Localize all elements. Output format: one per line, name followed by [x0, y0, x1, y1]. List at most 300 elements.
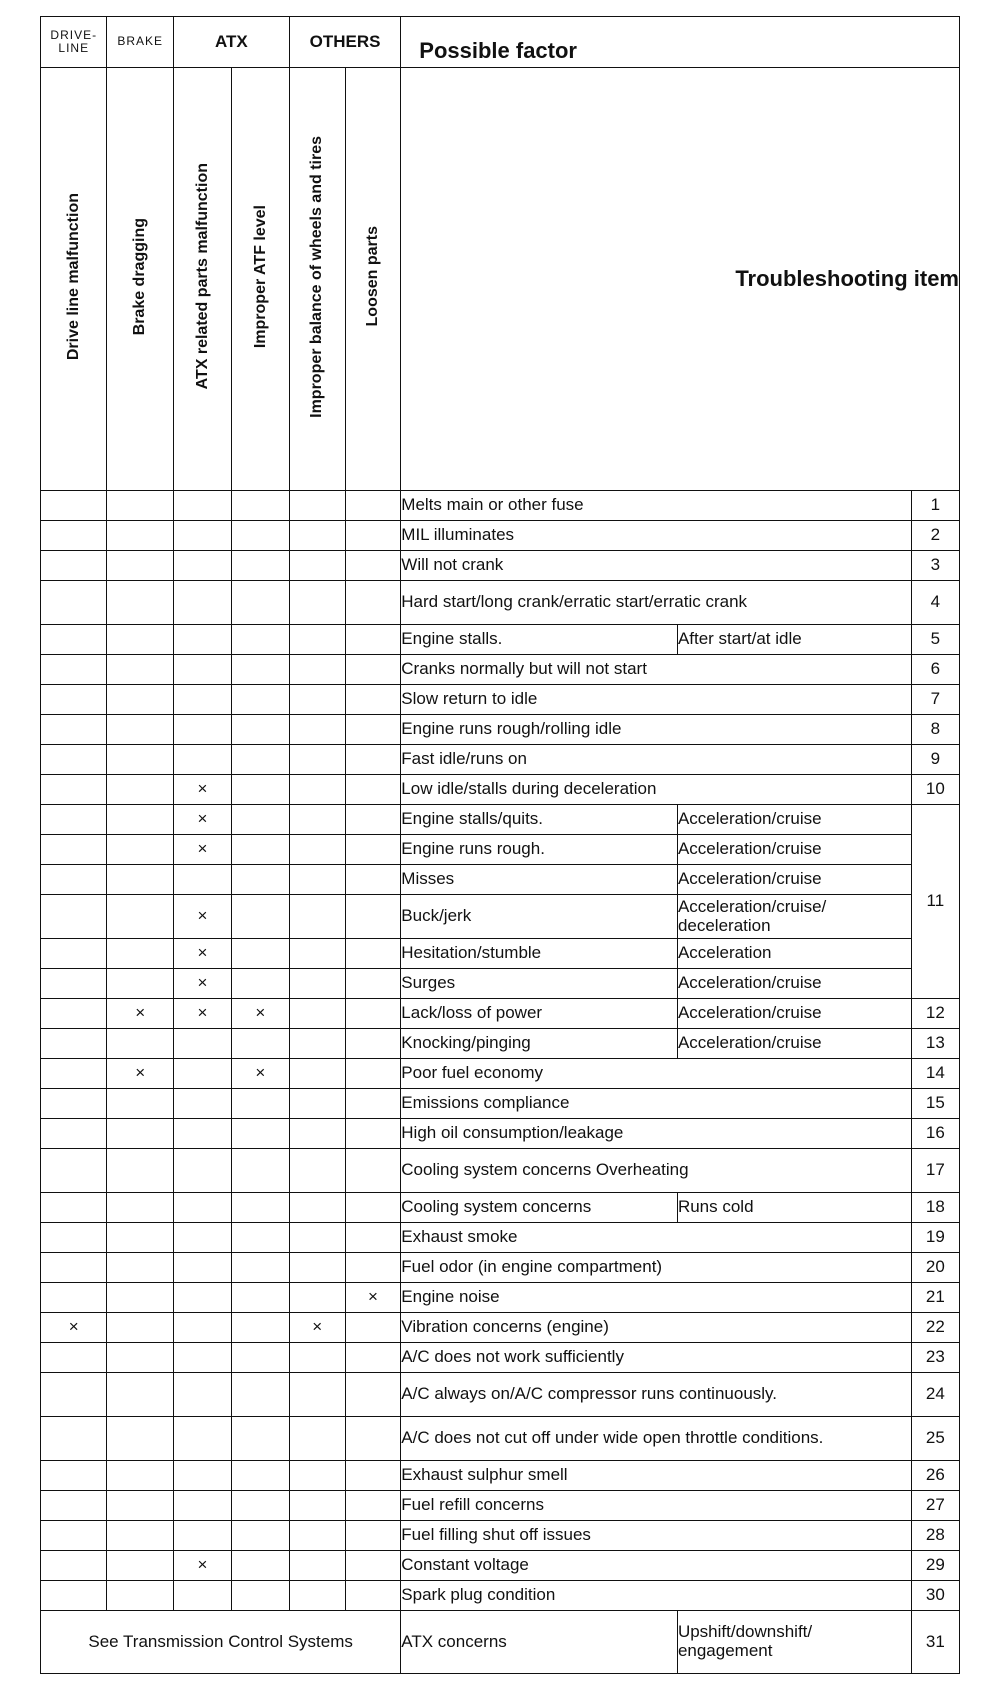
factor-mark-cell	[231, 1223, 289, 1253]
factor-mark-cell	[41, 805, 107, 835]
table-row	[41, 969, 960, 999]
factor-mark-cell	[289, 1521, 345, 1551]
factor-mark-cell	[41, 1373, 107, 1417]
factor-mark-cell: ×	[41, 1313, 107, 1343]
item-number-cell: 27	[911, 1491, 959, 1521]
troubleshooting-item-cell: Fuel odor (in engine compartment)	[401, 1253, 911, 1283]
factor-column-header	[107, 68, 173, 491]
factor-mark-cell	[289, 581, 345, 625]
factor-mark-cell	[231, 1149, 289, 1193]
factor-label-loosen-parts: Loosen parts	[364, 226, 382, 327]
factor-label-atf-level: Improper ATF level	[251, 205, 269, 349]
factor-mark-cell	[345, 1089, 401, 1119]
factor-mark-cell	[41, 999, 107, 1029]
factor-column-header	[41, 68, 107, 491]
factor-mark-cell	[289, 1417, 345, 1461]
factor-mark-cell	[173, 1417, 231, 1461]
factor-column-header	[231, 68, 289, 491]
troubleshooting-item-cell: Lack/loss of power	[401, 999, 678, 1029]
factor-mark-cell	[173, 1581, 231, 1611]
factor-mark-cell	[107, 655, 173, 685]
troubleshooting-item-cell: Constant voltage	[401, 1551, 911, 1581]
footer-item: ATX concerns	[401, 1611, 678, 1674]
factor-mark-cell	[107, 1223, 173, 1253]
table-row	[41, 1193, 960, 1223]
table-row	[41, 491, 960, 521]
factor-mark-cell	[231, 1461, 289, 1491]
troubleshooting-item-cell: Misses	[401, 865, 678, 895]
factor-mark-cell	[41, 1417, 107, 1461]
factor-label-atx-parts: ATX related parts malfunction	[193, 163, 211, 390]
factor-mark-cell	[41, 1551, 107, 1581]
troubleshooting-item-cell: Cooling system concerns	[401, 1193, 678, 1223]
factor-mark-cell	[107, 805, 173, 835]
factor-mark-cell	[231, 685, 289, 715]
item-number-cell: 28	[911, 1521, 959, 1551]
troubleshooting-item-cell: Exhaust sulphur smell	[401, 1461, 911, 1491]
table-row	[41, 521, 960, 551]
table-row	[41, 1029, 960, 1059]
factor-mark-cell	[107, 1461, 173, 1491]
item-number-cell: 23	[911, 1343, 959, 1373]
factor-mark-cell	[231, 969, 289, 999]
factor-mark-cell	[41, 895, 107, 939]
factor-mark-cell	[107, 491, 173, 521]
troubleshooting-item-cell: MIL illuminates	[401, 521, 911, 551]
troubleshooting-item-cell: High oil consumption/leakage	[401, 1119, 911, 1149]
factor-mark-cell: ×	[173, 835, 231, 865]
troubleshooting-item-cell: Low idle/stalls during deceleration	[401, 775, 911, 805]
factor-mark-cell	[345, 1119, 401, 1149]
item-number-cell: 15	[911, 1089, 959, 1119]
factor-mark-cell	[289, 835, 345, 865]
factor-mark-cell	[289, 895, 345, 939]
condition-cell: Acceleration	[677, 939, 911, 969]
troubleshooting-table	[40, 16, 960, 1674]
factor-mark-cell	[41, 1223, 107, 1253]
possible-factor-title: Possible factor	[419, 37, 577, 63]
factor-mark-cell	[41, 1581, 107, 1611]
factor-mark-cell	[289, 1581, 345, 1611]
table-row	[41, 1119, 960, 1149]
table-row	[41, 775, 960, 805]
factor-mark-cell	[173, 1283, 231, 1313]
troubleshooting-item-title: Troubleshooting item	[735, 265, 959, 291]
factor-mark-cell	[173, 1313, 231, 1343]
factor-mark-cell	[173, 625, 231, 655]
factor-mark-cell	[173, 655, 231, 685]
troubleshooting-item-cell: Melts main or other fuse	[401, 491, 911, 521]
condition-cell: Acceleration/cruise	[677, 805, 911, 835]
factor-mark-cell	[289, 625, 345, 655]
factor-mark-cell	[107, 745, 173, 775]
factor-mark-cell	[345, 581, 401, 625]
factor-mark-cell: ×	[173, 895, 231, 939]
factor-column-header	[345, 68, 401, 491]
factor-mark-cell	[107, 685, 173, 715]
troubleshooting-item-cell: Will not crank	[401, 551, 911, 581]
factor-mark-cell	[41, 551, 107, 581]
factor-mark-cell	[107, 1149, 173, 1193]
factor-mark-cell	[289, 1223, 345, 1253]
factor-mark-cell	[289, 1149, 345, 1193]
factor-mark-cell	[107, 1417, 173, 1461]
factor-mark-cell	[173, 685, 231, 715]
factor-mark-cell	[173, 521, 231, 551]
factor-mark-cell: ×	[173, 1551, 231, 1581]
factor-mark-cell	[345, 1343, 401, 1373]
item-number-cell: 14	[911, 1059, 959, 1089]
factor-mark-cell	[231, 895, 289, 939]
condition-cell: Acceleration/cruise	[677, 999, 911, 1029]
condition-cell: Acceleration/cruise	[677, 835, 911, 865]
factor-mark-cell	[41, 521, 107, 551]
table-row	[41, 865, 960, 895]
factor-mark-cell	[231, 715, 289, 745]
factor-mark-cell	[41, 491, 107, 521]
table-row	[41, 1417, 960, 1461]
troubleshooting-item-cell: Knocking/pinging	[401, 1029, 678, 1059]
factor-mark-cell	[345, 835, 401, 865]
factor-mark-cell	[345, 1029, 401, 1059]
factor-label-brake-dragging: Brake dragging	[131, 217, 149, 336]
factor-mark-cell	[107, 969, 173, 999]
factor-mark-cell: ×	[107, 1059, 173, 1089]
factor-mark-cell	[345, 625, 401, 655]
factor-mark-cell: ×	[231, 1059, 289, 1089]
factor-mark-cell	[289, 551, 345, 581]
factor-mark-cell	[107, 1029, 173, 1059]
factor-mark-cell	[173, 551, 231, 581]
factor-mark-cell	[107, 1521, 173, 1551]
factor-mark-cell	[41, 715, 107, 745]
condition-cell: Acceleration/cruise/ deceleration	[677, 895, 911, 939]
factor-mark-cell	[41, 969, 107, 999]
troubleshooting-item-cell: Cranks normally but will not start	[401, 655, 911, 685]
factor-mark-cell	[173, 1089, 231, 1119]
factor-mark-cell	[107, 895, 173, 939]
factor-mark-cell	[345, 1253, 401, 1283]
factor-mark-cell	[173, 745, 231, 775]
factor-mark-cell	[231, 1253, 289, 1283]
table-row	[41, 625, 960, 655]
troubleshooting-item-cell: Engine noise	[401, 1283, 911, 1313]
footer-number: 31	[911, 1611, 959, 1674]
troubleshooting-item-cell: Surges	[401, 969, 678, 999]
factor-mark-cell: ×	[289, 1313, 345, 1343]
factor-mark-cell	[289, 939, 345, 969]
item-number-cell: 9	[911, 745, 959, 775]
factor-mark-cell	[345, 745, 401, 775]
group-header-brake: BRAKE	[107, 17, 173, 68]
factor-mark-cell	[345, 969, 401, 999]
item-number-cell: 21	[911, 1283, 959, 1313]
factor-column-header	[289, 68, 345, 491]
table-row	[41, 1491, 960, 1521]
factor-mark-cell	[345, 999, 401, 1029]
troubleshooting-item-cell: Vibration concerns (engine)	[401, 1313, 911, 1343]
table-row	[41, 1089, 960, 1119]
factor-mark-cell	[107, 1581, 173, 1611]
group-header-atx: ATX	[173, 17, 289, 68]
factor-mark-cell	[231, 521, 289, 551]
factor-mark-cell	[345, 865, 401, 895]
factor-mark-cell	[345, 939, 401, 969]
factor-mark-cell	[345, 1417, 401, 1461]
factor-mark-cell	[289, 1461, 345, 1491]
troubleshooting-item-cell: Engine stalls/quits.	[401, 805, 678, 835]
factor-mark-cell	[289, 1491, 345, 1521]
factor-mark-cell	[231, 835, 289, 865]
condition-cell: Acceleration/cruise	[677, 865, 911, 895]
factor-mark-cell	[345, 521, 401, 551]
factor-mark-cell	[41, 655, 107, 685]
factor-mark-cell	[173, 1223, 231, 1253]
condition-cell: Runs cold	[677, 1193, 911, 1223]
item-number-cell: 25	[911, 1417, 959, 1461]
item-number-cell: 10	[911, 775, 959, 805]
troubleshooting-item-cell: A/C always on/A/C compressor runs continuously.	[401, 1373, 911, 1417]
troubleshooting-item-cell: Exhaust smoke	[401, 1223, 911, 1253]
factor-mark-cell	[173, 491, 231, 521]
factor-mark-cell	[41, 1119, 107, 1149]
factor-mark-cell	[231, 865, 289, 895]
item-number-cell: 29	[911, 1551, 959, 1581]
factor-mark-cell	[345, 1223, 401, 1253]
factor-mark-cell	[345, 685, 401, 715]
factor-mark-cell	[107, 1089, 173, 1119]
factor-mark-cell	[289, 1253, 345, 1283]
table-row	[41, 1059, 960, 1089]
table-row	[41, 1283, 960, 1313]
troubleshooting-item-cell: Cooling system concerns Overheating	[401, 1149, 911, 1193]
factor-mark-cell	[107, 581, 173, 625]
factor-mark-cell	[41, 775, 107, 805]
factor-mark-cell	[289, 655, 345, 685]
factor-mark-cell	[289, 1551, 345, 1581]
factor-mark-cell	[173, 865, 231, 895]
factor-mark-cell	[345, 1461, 401, 1491]
item-number-cell: 13	[911, 1029, 959, 1059]
troubleshooting-item-cell: Hard start/long crank/erratic start/erratic crank	[401, 581, 911, 625]
factor-mark-cell	[231, 491, 289, 521]
group-header-others: OTHERS	[289, 17, 401, 68]
factor-mark-cell	[41, 1521, 107, 1551]
troubleshooting-item-cell: Hesitation/stumble	[401, 939, 678, 969]
factor-mark-cell	[107, 835, 173, 865]
factor-mark-cell: ×	[173, 969, 231, 999]
factor-mark-cell	[41, 1059, 107, 1089]
factor-mark-cell: ×	[107, 999, 173, 1029]
factor-mark-cell	[345, 655, 401, 685]
factor-mark-cell	[107, 1283, 173, 1313]
table-row	[41, 655, 960, 685]
item-number-cell: 30	[911, 1581, 959, 1611]
factor-mark-cell	[173, 581, 231, 625]
factor-mark-cell	[173, 1253, 231, 1283]
factor-mark-cell	[41, 1029, 107, 1059]
table-row	[41, 835, 960, 865]
factor-mark-cell	[289, 715, 345, 745]
factor-mark-cell	[173, 1149, 231, 1193]
item-number-cell: 4	[911, 581, 959, 625]
factor-mark-cell	[173, 1193, 231, 1223]
item-number-cell: 2	[911, 521, 959, 551]
factor-mark-cell	[289, 1089, 345, 1119]
troubleshooting-item-cell: Fast idle/runs on	[401, 745, 911, 775]
table-row	[41, 1149, 960, 1193]
table-row	[41, 715, 960, 745]
factor-mark-cell	[289, 805, 345, 835]
table-row	[41, 805, 960, 835]
factor-mark-cell	[231, 775, 289, 805]
factor-mark-cell	[231, 1373, 289, 1417]
factor-mark-cell	[289, 1193, 345, 1223]
table-row	[41, 1253, 960, 1283]
factor-mark-cell	[231, 1343, 289, 1373]
factor-mark-cell	[41, 835, 107, 865]
factor-mark-cell	[107, 551, 173, 581]
factor-mark-cell	[289, 1059, 345, 1089]
factor-mark-cell	[289, 999, 345, 1029]
factor-mark-cell: ×	[173, 999, 231, 1029]
item-number-cell: 20	[911, 1253, 959, 1283]
factor-mark-cell	[345, 491, 401, 521]
factor-mark-cell	[107, 521, 173, 551]
condition-cell: Acceleration/cruise	[677, 969, 911, 999]
factor-mark-cell	[231, 625, 289, 655]
troubleshooting-item-cell: Engine runs rough.	[401, 835, 678, 865]
item-number-cell: 11	[911, 805, 959, 999]
factor-mark-cell	[345, 805, 401, 835]
table-body	[41, 491, 960, 1611]
factor-mark-cell	[107, 1119, 173, 1149]
factor-mark-cell	[41, 581, 107, 625]
table-row	[41, 581, 960, 625]
factor-mark-cell	[345, 1551, 401, 1581]
item-number-cell: 18	[911, 1193, 959, 1223]
troubleshooting-item-cell: Fuel refill concerns	[401, 1491, 911, 1521]
factor-mark-cell	[107, 1253, 173, 1283]
factor-mark-cell	[107, 1193, 173, 1223]
item-number-cell: 16	[911, 1119, 959, 1149]
troubleshooting-item-cell: Buck/jerk	[401, 895, 678, 939]
condition-cell: Acceleration/cruise	[677, 1029, 911, 1059]
factor-mark-cell	[345, 715, 401, 745]
table-row	[41, 1461, 960, 1491]
factor-mark-cell	[345, 1149, 401, 1193]
factor-mark-cell	[231, 1417, 289, 1461]
factor-mark-cell	[231, 1089, 289, 1119]
table-row	[41, 895, 960, 939]
factor-mark-cell	[345, 551, 401, 581]
factor-mark-cell	[345, 895, 401, 939]
factor-mark-cell	[107, 1343, 173, 1373]
table-row	[41, 1521, 960, 1551]
factor-mark-cell	[345, 1521, 401, 1551]
factor-mark-cell	[231, 1283, 289, 1313]
factor-mark-cell	[231, 1193, 289, 1223]
table-row	[41, 745, 960, 775]
factor-mark-cell	[231, 551, 289, 581]
factor-mark-cell	[41, 745, 107, 775]
factor-mark-cell	[173, 1521, 231, 1551]
troubleshooting-item-cell: Engine runs rough/rolling idle	[401, 715, 911, 745]
factor-mark-cell	[173, 1491, 231, 1521]
item-number-cell: 12	[911, 999, 959, 1029]
table-row	[41, 551, 960, 581]
table-row	[41, 1343, 960, 1373]
footer-condition: Upshift/downshift/ engagement	[677, 1611, 911, 1674]
factor-mark-cell	[107, 1373, 173, 1417]
factor-mark-cell	[41, 1089, 107, 1119]
factor-mark-cell	[231, 1119, 289, 1149]
factor-mark-cell	[231, 581, 289, 625]
item-number-cell: 6	[911, 655, 959, 685]
factor-column-header	[173, 68, 231, 491]
factor-mark-cell	[345, 1491, 401, 1521]
condition-cell: After start/at idle	[677, 625, 911, 655]
factor-mark-cell	[345, 1059, 401, 1089]
item-number-cell: 24	[911, 1373, 959, 1417]
factor-mark-cell	[41, 1193, 107, 1223]
factor-mark-cell	[289, 745, 345, 775]
factor-mark-cell: ×	[173, 805, 231, 835]
table-row	[41, 1373, 960, 1417]
item-number-cell: 22	[911, 1313, 959, 1343]
troubleshooting-item-cell: Engine stalls.	[401, 625, 678, 655]
factor-mark-cell	[107, 1491, 173, 1521]
factor-mark-cell	[345, 1193, 401, 1223]
factor-mark-cell	[107, 865, 173, 895]
factor-mark-cell	[289, 1343, 345, 1373]
table-row	[41, 939, 960, 969]
troubleshooting-item-cell: A/C does not work sufficiently	[401, 1343, 911, 1373]
factor-mark-cell	[231, 1029, 289, 1059]
factor-mark-cell: ×	[231, 999, 289, 1029]
factor-mark-cell	[289, 685, 345, 715]
factor-mark-cell	[173, 1059, 231, 1089]
factor-mark-cell	[345, 1373, 401, 1417]
factor-mark-cell	[289, 1373, 345, 1417]
factor-mark-cell	[107, 775, 173, 805]
factor-mark-cell	[231, 805, 289, 835]
factor-mark-cell	[173, 1119, 231, 1149]
factor-mark-cell	[173, 715, 231, 745]
table-row	[41, 1313, 960, 1343]
factor-mark-cell	[289, 1029, 345, 1059]
factor-label-wheel-balance: Improper balance of wheels and tires	[308, 135, 326, 418]
factor-mark-cell: ×	[173, 775, 231, 805]
table-row	[41, 1551, 960, 1581]
factor-mark-cell	[345, 775, 401, 805]
factor-mark-cell	[107, 1313, 173, 1343]
factor-mark-cell	[173, 1373, 231, 1417]
factor-mark-cell	[345, 1313, 401, 1343]
factor-mark-cell	[173, 1029, 231, 1059]
factor-mark-cell	[345, 1581, 401, 1611]
see-transmission-note: See Transmission Control Systems	[41, 1611, 401, 1674]
factor-mark-cell	[41, 1149, 107, 1193]
troubleshooting-item-cell: Emissions compliance	[401, 1089, 911, 1119]
item-number-cell: 8	[911, 715, 959, 745]
factor-mark-cell	[41, 1491, 107, 1521]
factor-mark-cell	[231, 1521, 289, 1551]
factor-mark-cell	[231, 1551, 289, 1581]
factor-mark-cell	[41, 1253, 107, 1283]
factor-mark-cell	[231, 1313, 289, 1343]
possible-factor-header	[401, 17, 960, 68]
